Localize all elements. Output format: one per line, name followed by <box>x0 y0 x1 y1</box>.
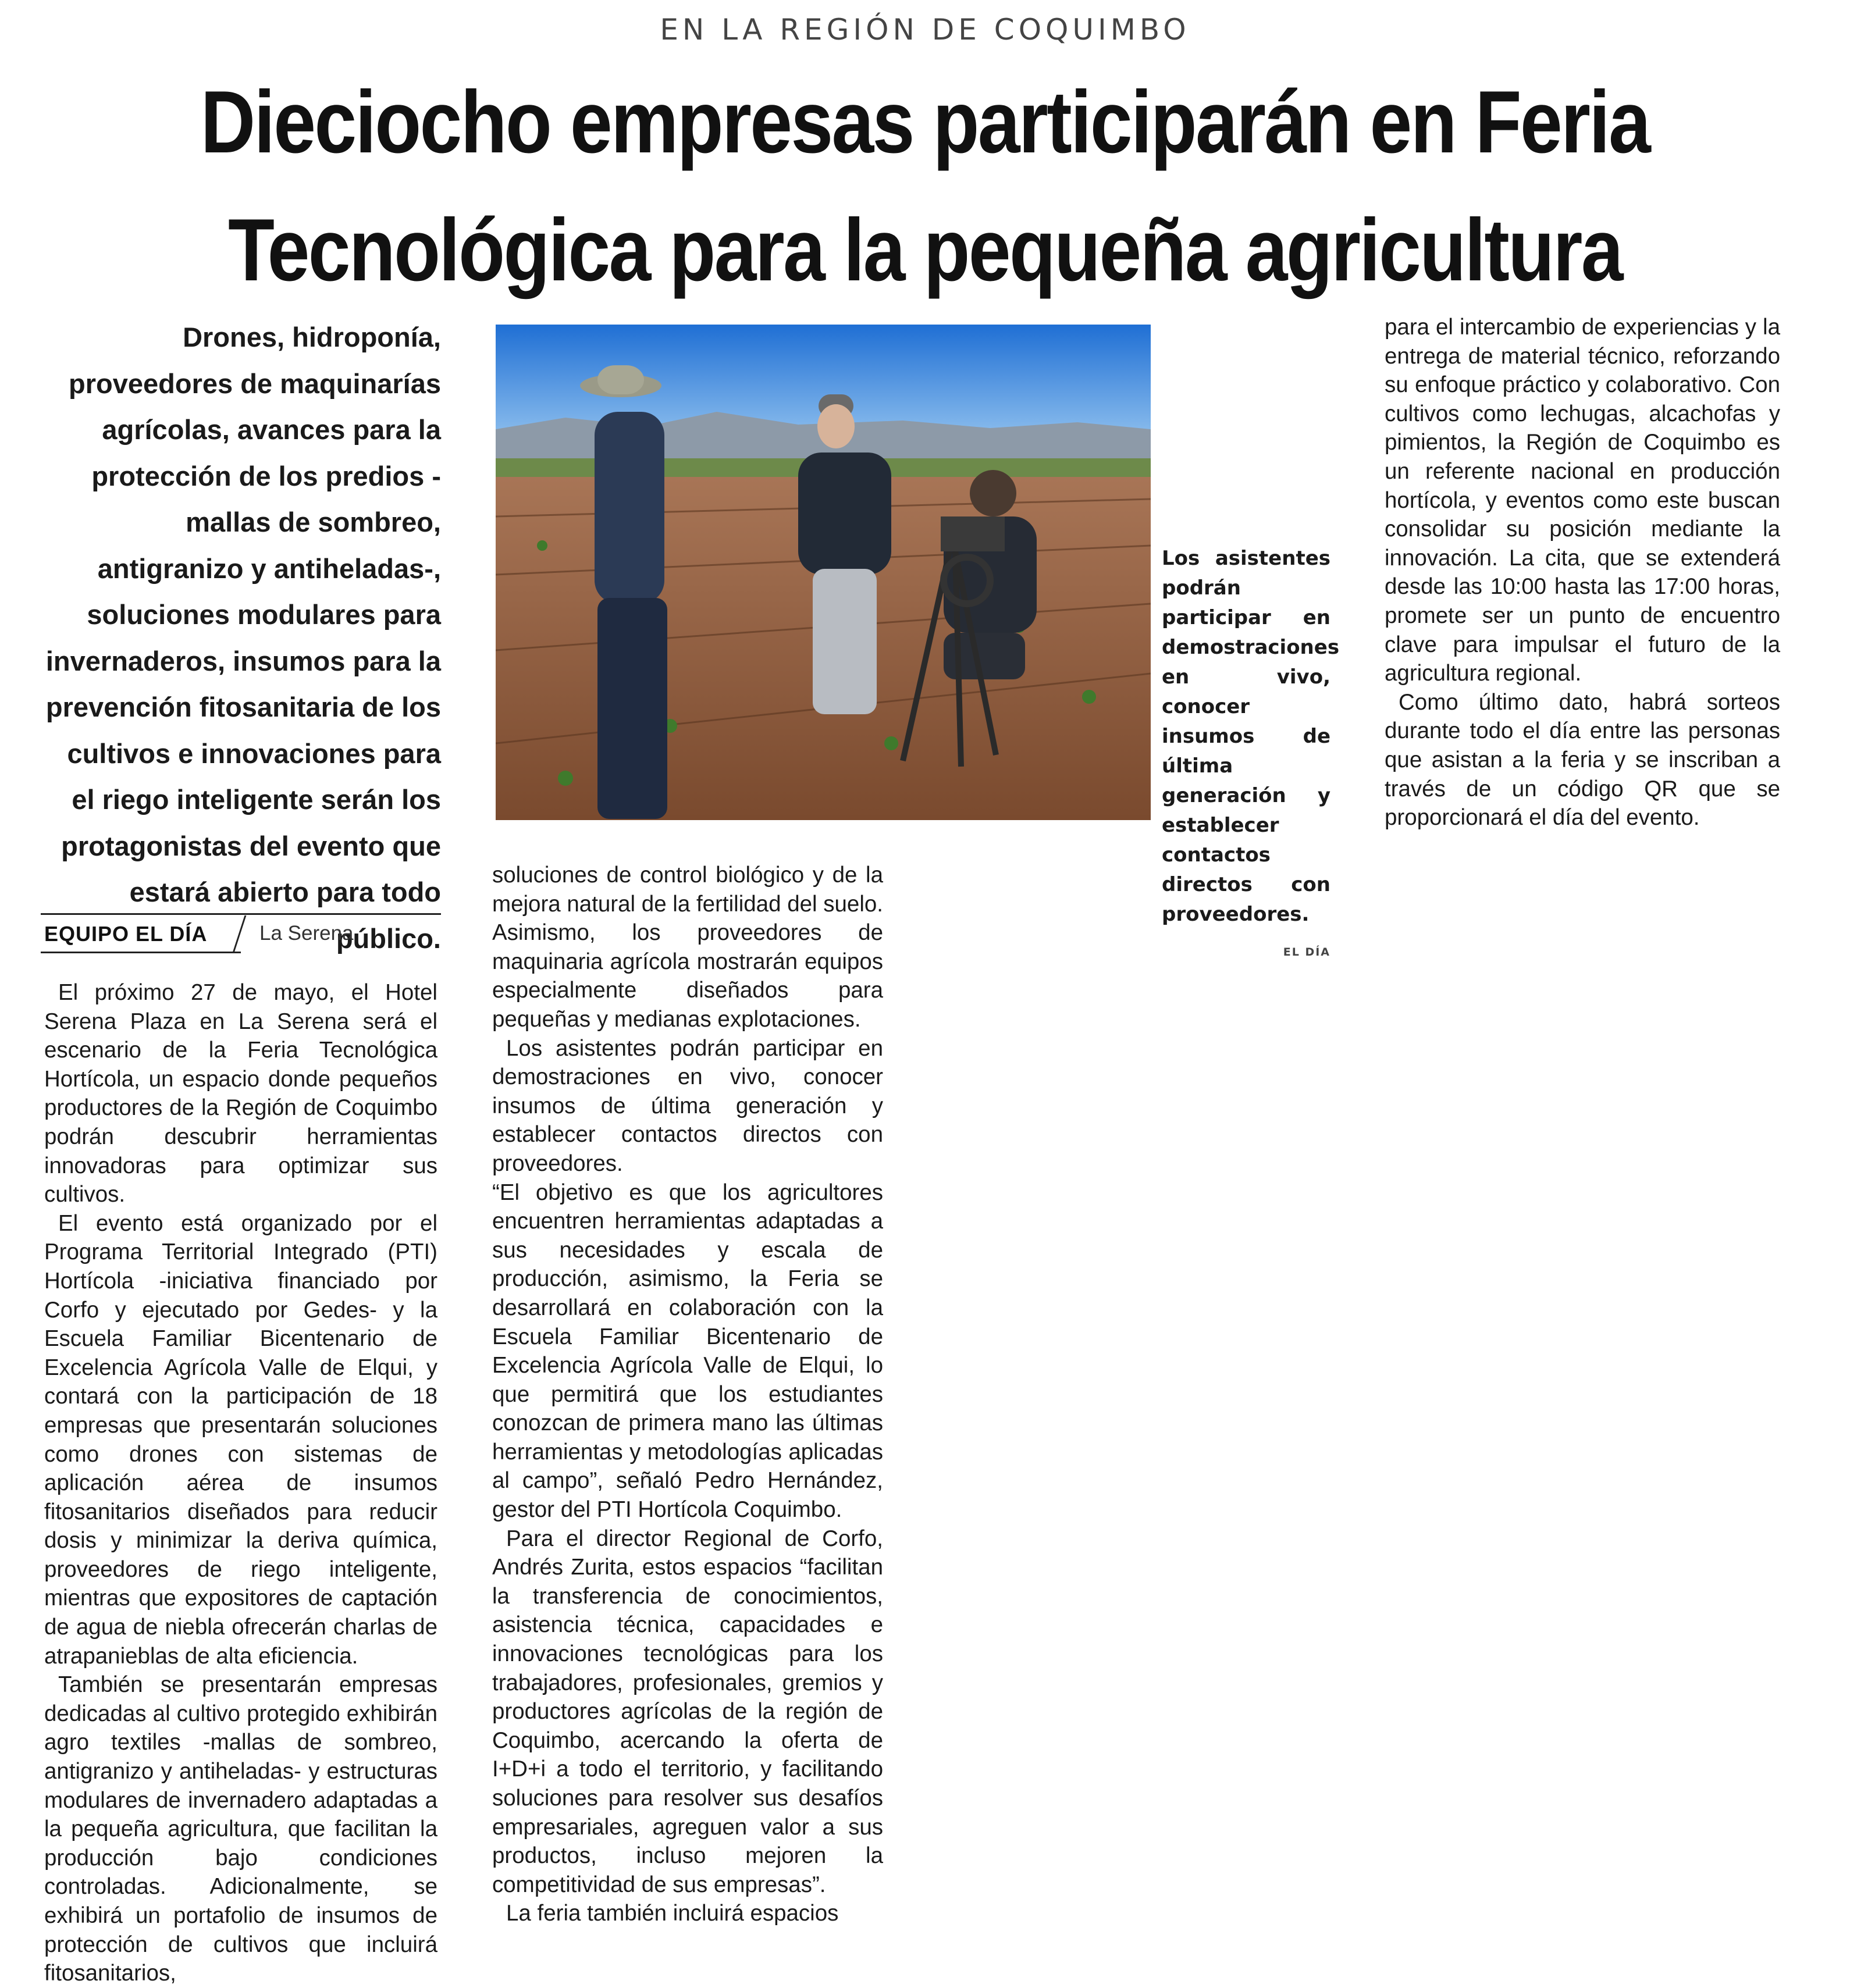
byline-author: EQUIPO EL DÍA <box>44 922 208 946</box>
byline-underline <box>41 952 241 953</box>
headline-line-2: Tecnológica para la pequeña agricultura <box>228 201 1622 300</box>
paragraph: El próximo 27 de mayo, el Hotel Serena Plaza en La Serena será el escenario de la Feria Tecnológica Hortícola, un espacio donde pequeños productores de la Región de Coquimbo podrán descubrir herramientas innovadoras para optimizar sus cultivos. <box>44 980 437 1207</box>
farm-demo-photo <box>496 325 1151 820</box>
headline-line-1: Dieciocho empresas participarán en Feria <box>200 73 1650 172</box>
paragraph: El evento está organizado por el Programa Territorial Integrado (PTI) Hortícola -iniciativa financiado por Corfo y ejecutado por Gedes- y la Escuela Familiar Bicentenario de Excelencia Agrícola Valle de Elqui, y contará con la participación de 18 empresas que presentarán soluciones como drones con sistemas de aplicación aérea de insumos fitosanitarios diseñados para reducir dosis y minimizar la deriva química, proveedores de riego inteligente, mientras que expositores de captación de agua de niebla ofrecerán charlas de atrapanieblas de alta eficiencia. <box>44 1210 437 1669</box>
byline-rule <box>41 913 441 915</box>
photo-credit: EL DÍA <box>1283 946 1330 959</box>
caption-text: Los asistentes podrán participar en demostraciones en vivo, conocer insumos de última generación y establecer contactos directos con proveedores. <box>1162 547 1340 926</box>
headline <box>0 58 1850 314</box>
article-column-3 <box>1385 313 1780 832</box>
article-column-2 <box>492 861 883 1928</box>
article-photo <box>496 325 1151 820</box>
paragraph: También se presentarán empresas dedicadas al cultivo protegido exhibirán agro textiles -mallas de sombreo, antigranizo y antiheladas- y estructuras modulares de invernadero adaptadas a la pequeña agricultura, que facilitan la producción bajo condiciones controladas. Adicionalmente, se exhibirá un portafolio de insumos de protección de cultivos que incluirá fitosanitarios, <box>44 1672 437 1986</box>
section-kicker: EN LA REGIÓN DE COQUIMBO <box>660 13 1190 47</box>
paragraph: “El objetivo es que los agricultores encuentren herramientas adaptadas a sus necesidades y escala de producción, asimismo, la Feria se desarrollará en colaboración con la Escuela Familiar Bicentenario de Excelencia Agrícola Valle de Elqui, lo que permitirá que los estudiantes conozcan de primera mano las últimas herramientas y metodologías aplicadas al campo”, señaló Pedro Hernández, gestor del PTI Hortícola Coquimbo. <box>492 1180 883 1523</box>
paragraph: soluciones de control biológico y de la mejora natural de la fertilidad del suelo. Asimismo, los proveedores de maquinaria agrícola mostrarán equipos especialmente diseñados para pequeñas y medianas explotaciones. <box>492 863 884 1032</box>
byline-place: La Serena <box>259 922 354 945</box>
article-column-1 <box>44 978 437 1988</box>
paragraph: para el intercambio de experiencias y la entrega de material técnico, reforzando su enfoque práctico y colaborativo. Con cultivos como lechugas, alcachofas y pimientos, la Región de Coquimbo es un referente nacional en producción hortícola, y eventos como este buscan consolidar su posición mediante la innovación. La cita, que se extenderá desde las 10:00 hasta las 17:00 horas, promete ser un punto de encuentro clave para impulsar el futuro de la agricultura regional. <box>1385 315 1780 686</box>
photo-caption <box>1162 544 1340 967</box>
paragraph: Como último dato, habrá sorteos durante todo el día entre las personas que asistan a la feria y se inscriban a través de un código QR que se proporcionará el día del evento. <box>1385 689 1780 831</box>
paragraph: Para el director Regional de Corfo, Andrés Zurita, estos espacios “facilitan la transferencia de conocimientos, asistencia técnica, capacidades e innovaciones tecnológicas para los trabajadores, profesionales, gremios y productores agrícolas de la región de Coquimbo, acercando la oferta de I+D+i a todo el territorio, y facilitando soluciones para resolver sus desafíos empresariales, agreguen valor a sus productos, incluso mejoren la competitividad de sus empresas”. <box>492 1526 883 1897</box>
paragraph: Los asistentes podrán participar en demostraciones en vivo, conocer insumos de última generación y establecer contactos directos con proveedores. <box>492 1035 883 1176</box>
paragraph: La feria también incluirá espacios <box>506 1901 839 1926</box>
lede-summary: Drones, hidroponía, proveedores de maquinarías agrícolas, avances para la protección de los predios -mallas de sombreo, antigranizo y antiheladas-, soluciones modulares para invernaderos, insumos para la prevención fitosanitaria de los cultivos e innovaciones para el riego inteligente serán los protagonistas del evento que estará abierto para todo público. <box>45 322 441 954</box>
